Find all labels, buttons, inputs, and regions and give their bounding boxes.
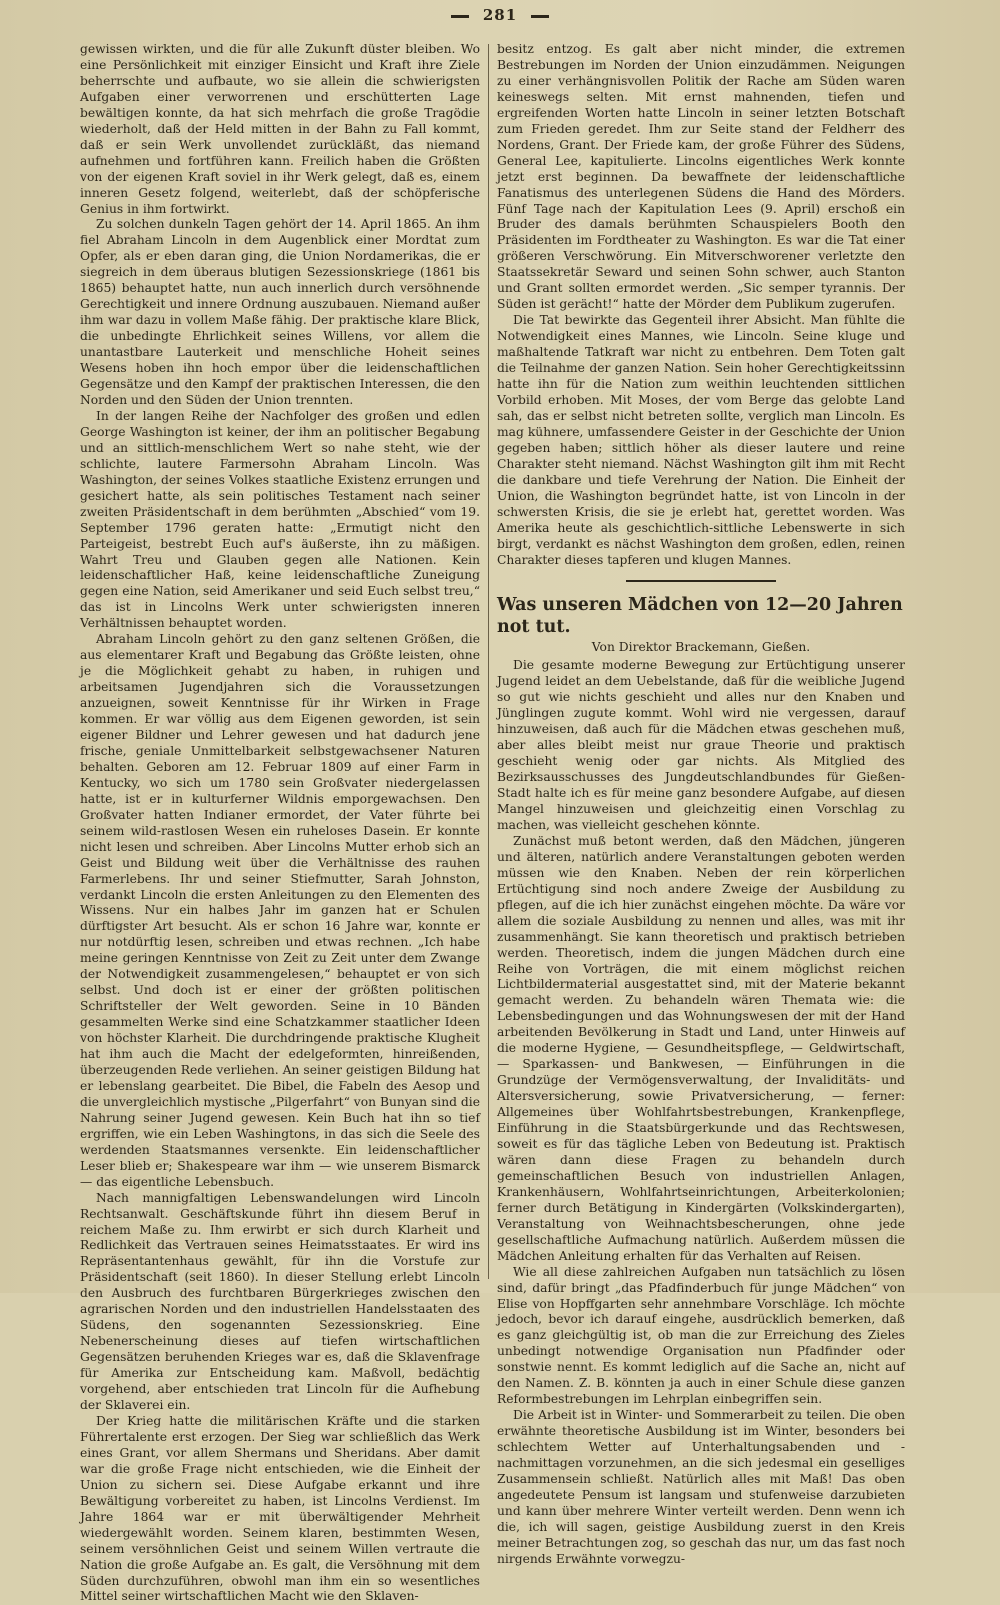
paragraph: Zunächst muß betont werden, daß den Mädchen, jüngeren und älteren, natürlich andere Veranstaltungen geboten werden müssen wie den Knaben. Neben der rein körperlichen Ertüchtigung sind noch andere Zweige der Ausbildung zu pflegen, auf die ich hier zunächst eingehen möchte. Da wäre vor allem die soziale Ausbildung zu nennen und alles, was mit ihr zusammenhängt. Sie kann theoretisch und praktisch betrieben werden. Theoretisch, indem die jungen Mädchen durch eine Reihe von Vorträgen, die mit einem möglichst reichen Lichtbildermaterial ausgestattet sind, mit der Materie bekannt gemacht werden. Zu behandeln wären Themata wie: die Lebensbedingungen und das Wohnungswesen der mit der Hand arbeitenden Bevölkerung in Stadt und Land, unter Hinweis auf die moderne Hygiene, — Gesundheitspflege, — Geldwirtschaft, — Sparkassen- und Bankwesen, — Einführungen in die Grundzüge der Vermögensverwaltung, der Invaliditäts- und Altersversicherung, sowie Privatversicherung, — ferner: Allgemeines über Wohlfahrtsbestrebungen, Krankenpflege, Einführung in die Staatsbürgerkunde und das Rechtswesen, soweit es für das tägliche Leben von Bedeutung ist. Praktisch wären dann diese Fragen zu behandeln durch gemeinschaftlichen Besuch von industriellen Anlagen, Krankenhäusern, Wohlfahrtseinrichtungen, Arbeiterkolonien; ferner durch Betätigung in Kindergärten (Volkskindergarten), Veranstaltung von Weihnachtsbescherungen, ohne jede gesellschaftliche Aufmachung natürlich. Außerdem müssen die Mädchen Anleitung erhalten für das Verhalten auf Reisen. xyxy=(497,833,905,1263)
page-header xyxy=(0,6,1000,24)
section-rule xyxy=(626,580,776,582)
paragraph: Wie all diese zahlreichen Aufgaben nun tatsächlich zu lösen sind, dafür bringt „das Pfadfinderbuch für junge Mädchen“ von Elise von Hopffgarten sehr annehmbare Vorschläge. Ich möchte jedoch, bevor ich darauf eingehe, ausdrücklich bemerken, daß es ganz gleichgültig ist, ob man die zur Erreichung des Zieles unbedingt notwendige Organisation nun Pfadfinder oder sonstwie nennt. Es kommt lediglich auf die Sache an, nicht auf den Namen. Z. B. könnten ja auch in einer Schule diese ganzen Reformbestrebungen im Lehrplan einbegriffen sein. xyxy=(497,1264,905,1407)
paragraph: Die Tat bewirkte das Gegenteil ihrer Absicht. Man fühlte die Notwendigkeit eines Mannes, wie Lincoln. Seine kluge und maßhaltende Tatkraft war nicht zu entbehren. Dem Toten galt die Teilnahme der ganzen Nation. Sein hoher Gerechtigkeitssinn hatte ihn für die Nation zum weithin leuchtenden sittlichen Vorbild erhoben. Mit Moses, der vom Berge das gelobte Land sah, das er selbst nicht betreten sollte, verglich man Lincoln. Es mag kühnere, umfassendere Geister in der Geschichte der Union gegeben haben; sittlich höher als dieser lautere und reine Charakter steht niemand. Nächst Washington gilt ihm mit Recht die dankbare und tiefe Verehrung der Nation. Die Einheit der Union, die Washington begründet hatte, ist von Lincoln in der schwersten Krisis, die sie je erlebt hat, gerettet worden. Was Amerika heute als geschichtlich-sittliche Lebenswerte in sich birgt, verdankt es nächst Washington dem großen, edlen, reinen Charakter dieses tapferen und klugen Mannes. xyxy=(497,313,905,567)
paragraph: Zu solchen dunkeln Tagen gehört der 14. April 1865. An ihm fiel Abraham Lincoln in dem Augenblick einer Mordtat zum Opfer, als er eben daran ging, die Union Nordamerikas, die er siegreich in dem überaus blutigen Sezessionskriege (1861 bis 1865) behauptet hatte, nun auch innerlich durch versöhnende Gerechtigkeit und innere Ordnung auszubauen. Niemand außer ihm war dazu in vollem Maße fähig. Der praktische klare Blick, die unbedingte Ehrlichkeit seines Willens, vor allem die unantastbare Lauterkeit und menschliche Hoheit seines Wesens hoben ihn hoch empor über die leidenschaftlichen Gegensätze und den Kampf der praktischen Interessen, die den Norden und den Süden der Union trennten. xyxy=(80,217,480,407)
paragraph: In der langen Reihe der Nachfolger des großen und edlen George Washington ist keiner, der ihm an politischer Begabung und an sittlich-menschlichem Wert so nahe steht, wie der schlichte, lautere Farmersohn Abraham Lincoln. Was Washington, der seines Volkes staatliche Existenz errungen und gesichert hatte, als sein politisches Testament nach seiner zweiten Präsidentschaft in dem berühmten „Abschied“ vom 19. September 1796 geraten hatte: „Ermutigt nicht den Parteigeist, bestrebt Euch auf's äußerste, ihn zu mäßigen. Wahrt Treu und Glauben gegen alle Nationen. Kein leidenschaftlicher Haß, keine leidenschaftliche Zuneigung gegen eine Nation, seid Amerikaner und seid Euch selbst treu,“ das ist in Lincolns Werk unter schwierigsten inneren Verhältnissen behauptet worden. xyxy=(80,408,480,631)
paragraph: Abraham Lincoln gehört zu den ganz seltenen Größen, die aus elementarer Kraft und Begabung das Größte leisten, ohne je die Möglichkeit gehabt zu haben, in ruhigen und arbeitsamen Jugendjahren sich die Voraussetzungen anzueignen, soweit Kenntnisse für ihr Wirken in Frage kommen. Er war völlig aus dem Eigenen geworden, ist sein eigener Bildner und Lehrer gewesen und hat dadurch jene frische, geniale Unmittelbarkeit selbstgewachsener Naturen behalten. Geboren am 12. Februar 1809 auf einer Farm in Kentucky, wo sich um 1780 sein Großvater niedergelassen hatte, ist er in kulturferner Wildnis emporgewachsen. Den Großvater hatten Indianer ermordet, der Vater führte bei seinem wild-rastlosen Wesen ein ruheloses Dasein. Er konnte nicht lesen und schreiben. Aber Lincolns Mutter erhob sich an Geist und Bildung weit über die Verhältnisse des rauhen Farmerlebens. Ihr und seiner Stiefmutter, Sarah Johnston, verdankt Lincoln die ersten Anleitungen zu den Elementen des Wissens. Nur ein halbes Jahr im ganzen hat er Schulen dürftigster Art besucht. Als er schon 16 Jahre war, konnte er nur notdürftig lesen, schreiben und etwas rechnen. „Ich habe meine geringen Kenntnisse von Zeit zu Zeit unter dem Zwange der Notwendigkeit zusammengelesen,“ behauptet er von sich selbst. Und doch ist er einer der größten politischen Schriftsteller der Welt geworden. Seine in 10 Bänden gesammelten Werke sind eine Schatzkammer staatlicher Ideen von höchster Klarheit. Die durchdringende praktische Klugheit hat ihm auch die Macht der edelgeformten, hinreißenden, überzeugenden Rede verliehen. An seiner geistigen Bildung hat er lebenslang gearbeitet. Die Bibel, die Fabeln des Aesop und die unvergleichlich mystische „Pilgerfahrt“ von Bunyan sind die Nahrung seiner Jugend gewesen. Kein Buch hat ihn so tief ergriffen, wie ein Leben Washingtons, in das sich die Seele des werdenden Staatsmannes versenkte. Ein leidenschaftlicher Leser blieb er; Shakespeare war ihm — wie unserem Bismarck — das eigentliche Lebensbuch. xyxy=(80,632,480,1189)
right-column xyxy=(497,42,905,1568)
paragraph: besitz entzog. Es galt aber nicht minder, die extremen Bestrebungen im Norden der Union einzudämmen. Neigungen zu einer verhängnisvollen Politik der Rache am Süden waren keineswegs selten. Mit ernst mahnenden, tiefen und ergreifenden Worten hatte Lincoln in seiner letzten Botschaft zum Frieden geredet. Ihm zur Seite stand der Feldherr des Nordens, Grant. Der Friede kam, der große Führer des Südens, General Lee, kapitulierte. Lincolns eigentliches Werk konnte jetzt erst beginnen. Da bewaffnete der leidenschaftliche Fanatismus des unterlegenen Südens die Hand des Mörders. Fünf Tage nach der Kapitulation Lees (9. April) erschoß ein Bruder des damals berühmten Schauspielers Booth den Präsidenten im Fordtheater zu Washington. Es war die Tat einer größeren Verschwörung. Ein Mitverschworener verletzte den Staatssekretär Seward und seinen Sohn schwer, auch Stanton und Grant sollten ermordet werden. „Sic semper tyrannis. Der Süden ist gerächt!“ hatte der Mörder dem Publikum zugerufen. xyxy=(497,42,905,312)
paragraph: Die Arbeit ist in Winter- und Sommerarbeit zu teilen. Die oben erwähnte theoretische Ausbildung ist im Winter, besonders bei schlechtem Wetter auf Unterhaltungsabenden und -nachmittagen vorzunehmen, an die sich jedesmal ein geselliges Zusammensein schließt. Natürlich alles mit Maß! Das oben angedeutete Pensum ist langsam und stufenweise darzubieten und kann über mehrere Winter verteilt werden. Denn wenn ich die, ich will sagen, geistige Ausbildung zuerst in den Kreis meiner Betrachtungen zog, so geschah das nur, um das fast noch nirgends Erwähnte vorwegzu- xyxy=(497,1408,905,1566)
ornament-dash xyxy=(451,15,469,18)
paragraph: gewissen wirkten, und die für alle Zukunft düster bleiben. Wo eine Persönlichkeit mit einziger Einsicht und Kraft ihre Ziele beherrschte und aufbaute, wo sie allein die schwierigsten Aufgaben einer verworrenen und erschütterten Lage bewältigen konnte, da hat sich mehrfach die große Tragödie wiederholt, daß der Held mitten in der Bahn zu Fall kommt, daß er sein Werk unvollendet zurückläßt, das niemand aufnehmen und fortführen kann. Freilich haben die Größten von der eigenen Kraft soviel in ihr Werk gelegt, daß es, einem inneren Gesetz folgend, weiterlebt, daß der schöpferische Genius in ihm fortwirkt. xyxy=(80,42,480,216)
paragraph: Die gesamte moderne Bewegung zur Ertüchtigung unserer Jugend leidet an dem Uebelstande, daß für die weibliche Jugend so gut wie nichts geschieht und alles nur den Knaben und Jünglingen zugute kommt. Wohl wird nie vergessen, darauf hinzuweisen, daß auch für die Mädchen etwas geschehen muß, aber alles bleibt meist nur graue Theorie und praktisch geschieht wenig oder gar nichts. Als Mitglied des Bezirksausschusses des Jungdeutschlandbundes für Gießen-Stadt halte ich es für meine ganz besondere Aufgabe, auf diesen Mangel hinzuweisen und gleichzeitig einen Vorschlag zu machen, was vielleicht geschehen könnte. xyxy=(497,658,905,832)
article-title: Was unseren Mädchen von 12—20 Jahren not tut. xyxy=(497,595,903,638)
ornament-dash xyxy=(531,15,549,18)
article-byline: Von Direktor Brackemann, Gießen. xyxy=(591,640,811,655)
page-number: 281 xyxy=(482,6,518,24)
paragraph: Nach mannigfaltigen Lebenswandelungen wird Lincoln Rechtsanwalt. Geschäftskunde führt ihn diesem Beruf in reichem Maße zu. Ihm erwirbt er sich durch Klarheit und Redlichkeit das Vertrauen seines Heimatsstaates. Er wird ins Repräsentantenhaus gewählt, für ihn die Vorstufe zur Präsidentschaft (seit 1860). In dieser Stellung erlebt Lincoln den Ausbruch des furchtbaren Bürgerkrieges zwischen den agrarischen Norden und den industriellen Handelsstaaten des Südens, den sogenannten Sezessionskrieg. Eine Nebenerscheinung dieses auf tiefen wirtschaftlichen Gegensätzen beruhenden Krieges war es, daß die Sklavenfrage für Amerika zur Entscheidung kam. Maßvoll, bedächtig vorgehend, aber entschieden trat Lincoln für die Aufhebung der Sklaverei ein. xyxy=(80,1190,480,1413)
column-divider xyxy=(488,44,489,1279)
paragraph: Der Krieg hatte die militärischen Kräfte und die starken Führertalente erst erzogen. Der Sieg war schließlich das Werk eines Grant, vor allem Shermans und Sheridans. Aber damit war die große Frage nicht entschieden, wie die Einheit der Union zu sichern sei. Diese Aufgabe erkannt und ihre Bewältigung vorbereitet zu haben, ist Lincolns Verdienst. Im Jahre 1864 war er mit überwältigender Mehrheit wiedergewählt worden. Seinem klaren, bestimmten Wesen, seinem versöhnlichen Geist und seinem Willen vertraute die Nation die große Aufgabe an. Es galt, die Versöhnung mit dem Süden durchzuführen, obwohl man ihm ein so wesentliches Mittel seiner wirtschaftlichen Macht wie den Sklaven- xyxy=(80,1413,480,1604)
left-column xyxy=(80,42,480,1605)
